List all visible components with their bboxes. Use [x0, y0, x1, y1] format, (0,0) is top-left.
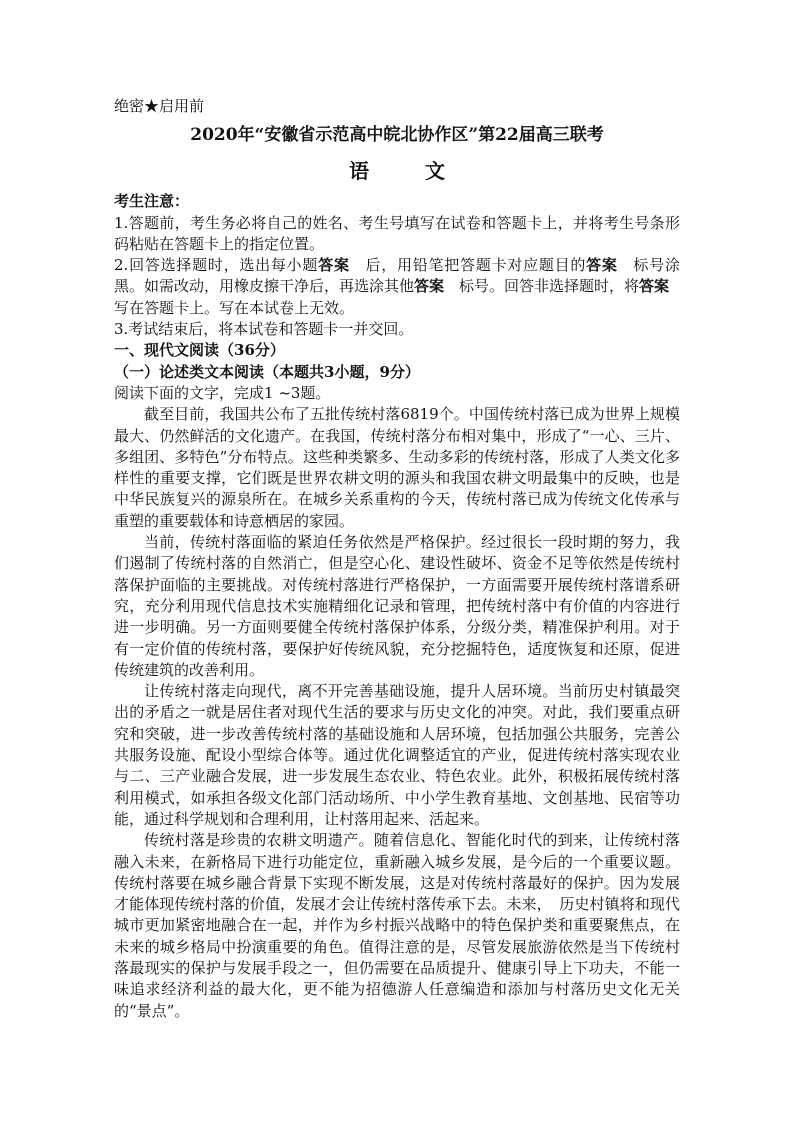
answer-word-4: 答案 [639, 277, 670, 296]
notice-item-2-part-b: 后，用铅笔把答题卡对应题目的 [349, 256, 587, 275]
reading-instruction: 阅读下面的文字，完成1 ~3题。 [114, 383, 331, 402]
confidential-mark: 绝密★启用前 [114, 97, 205, 115]
answer-word-2: 答案 [586, 256, 618, 275]
subject-title: 语 文 [349, 159, 463, 184]
notice-heading: 考生注意： [114, 192, 190, 211]
passage-paragraph-1: 截至目前，我国共公布了五批传统村落6819个。中国传统村落已成为世界上规模最大、仍然鲜活的文化遗产。在我国，传统村落分布相对集中，形成了“一心、三片、多组团、多特色”分布特点。这些种类繁多、生动多彩的传统村落，形成了人类文化多样性的重要支撑，它们既是世界农耕文明的源头和我国农耕文明最集中的反映，也是中华民族复兴的源泉所在。在城乡关系重构的今天，传统村落已成为传统文化传承与重塑的重要载体和诗意栖居的家园。 [114, 405, 680, 530]
passage-paragraph-4: 传统村落是珍贵的农耕文明遗产。随着信息化、智能化时代的到来，让传统村落融入未来，在新格局下进行功能定位，重新融入城乡发展，是今后的一个重要议题。传统村落要在城乡融合背景下实现不断发展，这是对传统村落最好的保护。因为发展才能体现传统村落的价值，发展才会让传统村落传承下去。未来， 历史村镇将和现代城市更加紧密地融合在一起，并作为乡村振兴战略中的特色保护类和重要聚焦点，在未来的城乡格局中扮演重要的角色。值得注意的是，尽管发展旅游依然是当下传统村落最现实的保护与发展手段之一，但仍需要在品质提升、健康引导上下功夫，不能一味追求经济利益的最大化，更不能为招德游人任意编造和添加与村落历史文化无关的“景点”。 [114, 831, 680, 1020]
notice-item-2-part-d: 标号。回答非选择题时，将 [444, 277, 640, 296]
notice-item-2 [114, 255, 685, 319]
answer-word-1: 答案 [318, 256, 350, 275]
notice-item-1: 1.答题前，考生务必将自己的姓名、考生号填写在试卷和答题卡上，并将考生号条形码粘贴在答题卡上的指定位置。 [114, 213, 680, 253]
exam-title: 2020年“安徽省示范高中皖北协作区”第22届高三联考 [190, 125, 604, 146]
page-content [114, 96, 685, 1022]
answer-word-3: 答案 [414, 277, 445, 296]
passage-paragraph-2: 当前，传统村落面临的紧迫任务依然是严格保护。经过很长一段时期的努力，我们遏制了传统村落的自然消亡，但是空心化、建设性破坏、资金不足等依然是传统村落保护面临的主要挑战。对传统村落进行严格保护，一方面需要开展传统村落谱系研究，充分利用现代信息技术实施精细化记录和管理，把传统村落中有价值的内容进行进一步明确。另一方面则要健全传统村落保护体系，分级分类，精准保护利用。对于有一定价值的传统村落，要保护好传统风貌，充分挖掘特色，适度恢复和还原，促进传统建筑的改善利用。 [114, 533, 680, 679]
passage-paragraph-3: 让传统村落走向现代，离不开完善基础设施，提升人居环境。当前历史村镇最突出的矛盾之一就是居住者对现代生活的要求与历史文化的冲突。对此，我们要重点研究和突破，进一步改善传统村落的基础设施和人居环境，包括加强公共服务，完善公共服务设施、配设小型综合体等。通过优化调整适宜的产业，促进传统村落实现农业与二、三产业融合发展，进一步发展生态农业、特色农业。此外，积极拓展传统村落利用模式，如承担各级文化部门活动场所、中小学生教育基地、文创基地、民宿等功能，通过科学规划和合理利用，让村落用起来、活起来。 [114, 682, 680, 828]
subsection-heading: （一）论述类文本阅读（本题共3小题，9分） [114, 362, 420, 381]
notice-item-2-part-c: 标号涂黑。如需改动，用橡皮擦干净后，再选涂其他 [114, 256, 680, 296]
notice-item-3: 3.考试结束后，将本试卷和答题卡一并交回。 [114, 320, 414, 339]
notice-item-2-part-e: 写在答题卡上。写在本试卷上无效。 [114, 277, 685, 317]
notice-item-2-part-a: 2.回答选择题时，选出每小题 [114, 256, 319, 275]
section-heading: 一、现代文阅读（36分） [114, 341, 285, 360]
